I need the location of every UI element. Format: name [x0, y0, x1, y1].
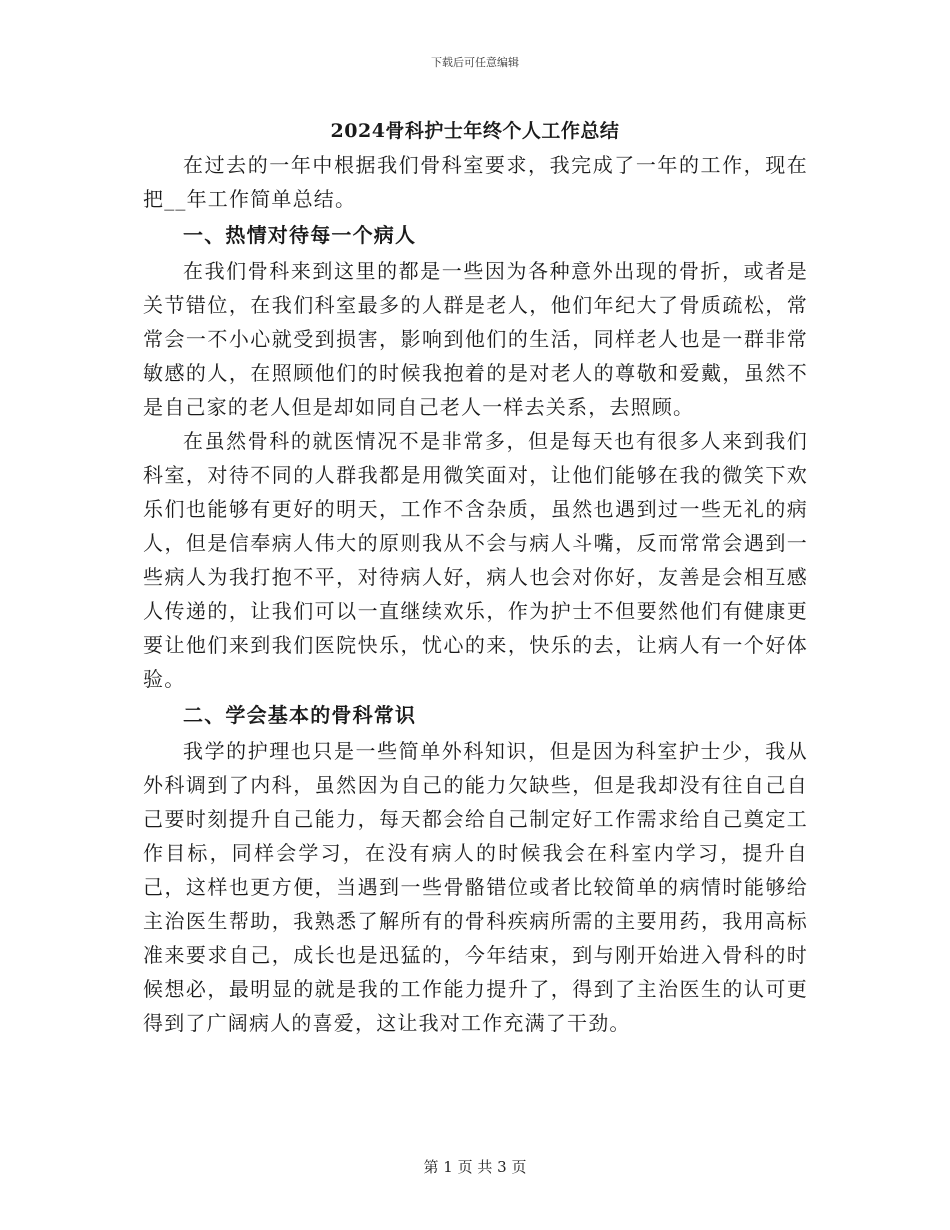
section-1-paragraph-1: 在我们骨科来到这里的都是一些因为各种意外出现的骨折，或者是关节错位，在我们科室最多的人群是老人，他们年纪大了骨质疏松，常常会一不小心就受到损害，影响到他们的生活，同样老人也是一群非常敏感的人，在照顾他们的时候我抱着的是对老人的尊敬和爱戴，虽然不是自己家的老人但是却如同自己老人一样去关系，去照顾。 — [143, 259, 808, 419]
section-2-paragraph-1: 我学的护理也只是一些简单外科知识，但是因为科室护士少，我从外科调到了内科，虽然因为自己的能力欠缺些，但是我却没有往自己自己要时刻提升自己能力，每天都会给自己制定好工作需求给自己奠定工作目标，同样会学习，在没有病人的时候我会在科室内学习，提升自己，这样也更方便，当遇到一些骨骼错位或者比较简单的病情时能够给主治医生帮助，我熟悉了解所有的骨科疾病所需的主要用药，我用高标准来要求自己，成长也是迅猛的，今年结束，到与刚开始进入骨科的时候想必，最明显的就是我的工作能力提升了，得到了主治医生的认可更得到了广阔病人的喜爱，这让我对工作充满了干劲。 — [143, 739, 808, 1035]
section-2-heading: 二、学会基本的骨科常识 — [183, 703, 417, 727]
intro-paragraph: 在过去的一年中根据我们骨科室要求，我完成了一年的工作，现在把__年工作简单总结。 — [143, 153, 808, 211]
document-title: 2024骨科护士年终个人工作总结 — [330, 120, 620, 142]
section-1-heading: 一、热情对待每一个病人 — [183, 223, 417, 247]
document-body — [143, 148, 808, 1040]
section-1-paragraph-2: 在虽然骨科的就医情况不是非常多，但是每天也有很多人来到我们科室，对待不同的人群我都是用微笑面对，让他们能够在我的微笑下欢乐们也能够有更好的明天，工作不含杂质，虽然也遇到过一些无礼的病人，但是信奉病人伟大的原则我从不会与病人斗嘴，反而常常会遇到一些病人为我打抱不平，对待病人好，病人也会对你好，友善是会相互感人传递的，让我们可以一直继续欢乐，作为护士不但要然他们有健康更要让他们来到我们医院快乐，忧心的来，快乐的去，让病人有一个好体验。 — [143, 429, 808, 691]
header-note: 下载后可任意编辑 — [431, 56, 519, 69]
page-footer: 第 1 页 共 3 页 — [423, 1158, 527, 1176]
